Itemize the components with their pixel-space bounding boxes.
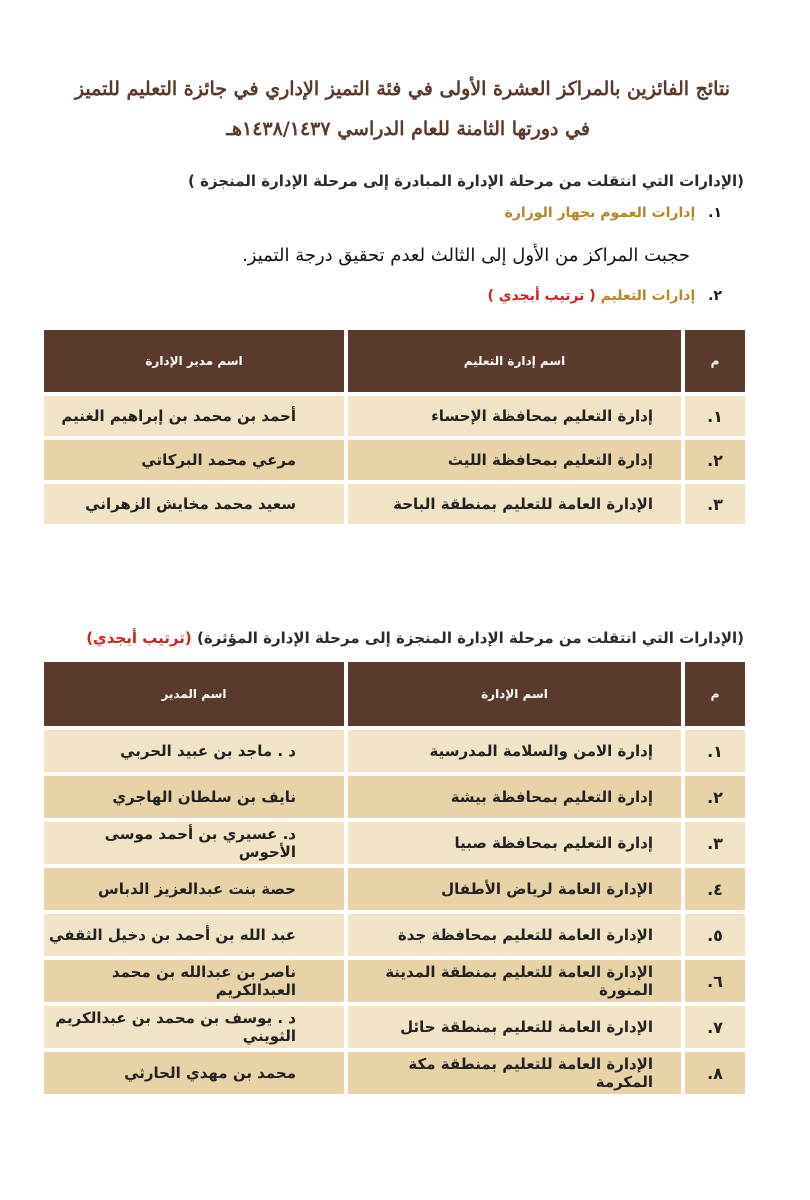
table-row xyxy=(42,1050,747,1096)
table-row xyxy=(42,394,747,438)
header-department: اسم الإدارة xyxy=(346,660,683,728)
page-title: نتائج الفائزين بالمراكز العشرة الأولى في فئة التميز الإداري في جائزة التعليم للتميز xyxy=(74,78,730,100)
table-row xyxy=(42,482,747,526)
department-name: إدارة التعليم بمحافظة بيشة xyxy=(346,774,683,820)
manager-name: ناصر بن عبدالله بن محمد العبدالكريم xyxy=(42,958,346,1004)
manager-name: د. عسيري بن أحمد موسى الأحوس xyxy=(42,820,346,866)
row-number: ١. xyxy=(683,394,747,438)
table-header-row xyxy=(42,660,747,728)
row-number: ٢. xyxy=(683,774,747,820)
section2-heading-text: (الإدارات التي انتقلت من مرحلة الإدارة المنجزة إلى مرحلة الإدارة المؤثرة) xyxy=(196,629,744,647)
table-row xyxy=(42,820,747,866)
manager-name: مرعي محمد البركاتي xyxy=(42,438,346,482)
table-row xyxy=(42,728,747,774)
education-departments-table xyxy=(42,328,747,526)
sub2-label: إدارات التعليم xyxy=(600,288,696,304)
sub1-label: إدارات العموم بجهاز الوزارة xyxy=(504,205,696,221)
section1-heading: (الإدارات التي انتقلت من مرحلة الإدارة المبادرة إلى مرحلة الإدارة المنجزة ) xyxy=(188,172,744,190)
header-manager: اسم المدير xyxy=(42,660,346,728)
manager-name: محمد بن مهدي الحارثي xyxy=(42,1050,346,1096)
department-name: إدارة التعليم بمحافظة الليث xyxy=(346,438,683,482)
row-number: ١. xyxy=(683,728,747,774)
department-name: الإدارة العامة للتعليم بمنطقة حائل xyxy=(346,1004,683,1050)
manager-name: نايف بن سلطان الهاجري xyxy=(42,774,346,820)
table-row xyxy=(42,774,747,820)
row-number: ٣. xyxy=(683,820,747,866)
department-name: إدارة الامن والسلامة المدرسية xyxy=(346,728,683,774)
header-manager: اسم مدير الإدارة xyxy=(42,328,346,394)
department-name: الإدارة العامة للتعليم بمحافظة جدة xyxy=(346,912,683,958)
table-row xyxy=(42,958,747,1004)
section1-sub2 xyxy=(487,288,722,304)
department-name: الإدارة العامة للتعليم بمنطقة الباحة xyxy=(346,482,683,526)
manager-name: سعيد محمد مخايش الزهراني xyxy=(42,482,346,526)
manager-name: حصة بنت عبدالعزيز الدباس xyxy=(42,866,346,912)
row-number: ٨. xyxy=(683,1050,747,1096)
row-number: ٢. xyxy=(683,438,747,482)
row-number: ٣. xyxy=(683,482,747,526)
table-row xyxy=(42,866,747,912)
row-number: ٤. xyxy=(683,866,747,912)
header-number: م xyxy=(683,660,747,728)
sub2-number: ٢. xyxy=(708,288,722,304)
manager-name: د . ماجد بن عبيد الحربي xyxy=(42,728,346,774)
row-number: ٧. xyxy=(683,1004,747,1050)
header-number: م xyxy=(683,328,747,394)
manager-name: أحمد بن محمد بن إبراهيم الغنيم xyxy=(42,394,346,438)
table-header-row xyxy=(42,328,747,394)
section2-order-note: (ترتيب أبجدي) xyxy=(86,629,192,647)
department-name: الإدارة العامة لرياض الأطفال xyxy=(346,866,683,912)
department-name: إدارة التعليم بمحافظة الإحساء xyxy=(346,394,683,438)
department-name: الإدارة العامة للتعليم بمنطقة مكة المكرمة xyxy=(346,1050,683,1096)
manager-name: د . يوسف بن محمد بن عبدالكريم الثويني xyxy=(42,1004,346,1050)
table-row xyxy=(42,438,747,482)
department-name: إدارة التعليم بمحافظة صبيا xyxy=(346,820,683,866)
page-subtitle: في دورتها الثامنة للعام الدراسي ١٤٣٨/١٤٣٧هـ xyxy=(226,118,590,140)
table-row xyxy=(42,912,747,958)
withheld-note: حجبت المراكز من الأول إلى الثالث لعدم تحقيق درجة التميز. xyxy=(242,245,690,266)
section1-sub1 xyxy=(505,205,722,221)
manager-name: عبد الله بن أحمد بن دخيل الثقفي xyxy=(42,912,346,958)
row-number: ٥. xyxy=(683,912,747,958)
header-department: اسم إدارة التعليم xyxy=(346,328,683,394)
sub2-order-note: ( ترتيب أبجدي ) xyxy=(487,288,596,304)
departments-table xyxy=(42,660,747,1096)
department-name: الإدارة العامة للتعليم بمنطقة المدينة المنورة xyxy=(346,958,683,1004)
table-row xyxy=(42,1004,747,1050)
section2-heading xyxy=(86,629,744,647)
row-number: ٦. xyxy=(683,958,747,1004)
sub1-number: ١. xyxy=(708,205,722,221)
